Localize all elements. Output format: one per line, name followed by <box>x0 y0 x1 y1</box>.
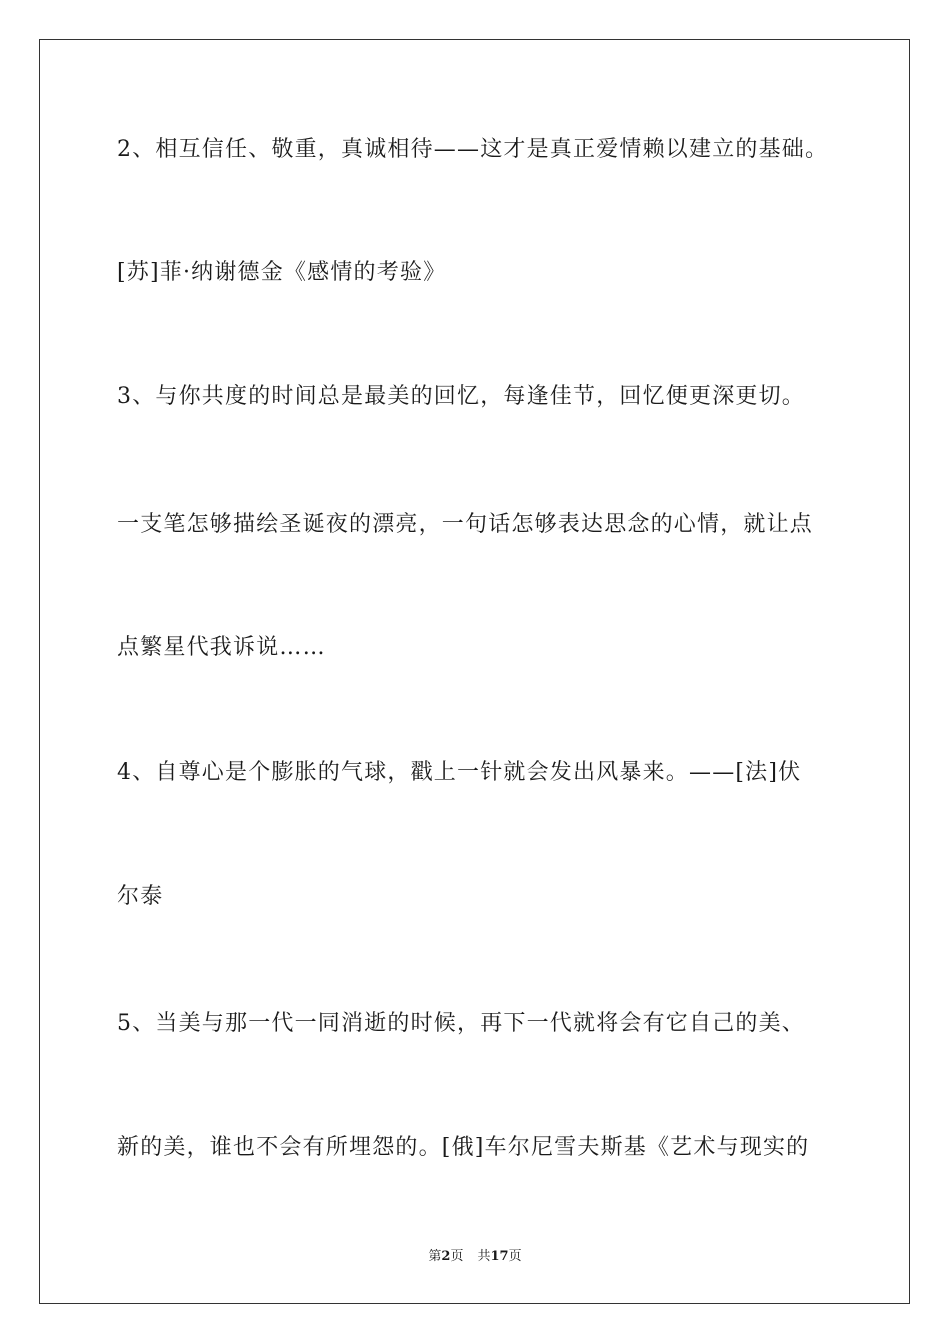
page-footer <box>0 1248 950 1266</box>
text-line-7: 尔泰 <box>117 884 164 909</box>
total-prefix: 共 <box>477 1249 491 1264</box>
text-line-1: 2、相互信任、敬重，真诚相待——这才是真正爱情赖以建立的基础。 <box>117 137 829 162</box>
page-suffix: 页 <box>450 1249 464 1264</box>
text-line-4: 一支笔怎够描绘圣诞夜的漂亮，一句话怎够表达思念的心情，就让点 <box>117 512 814 537</box>
page-border <box>39 39 910 1304</box>
text-line-2: [苏]菲·纳谢德金《感情的考验》 <box>117 260 447 285</box>
text-line-6: 4、自尊心是个膨胀的气球，戳上一针就会发出风暴来。——[法]伏 <box>117 760 802 785</box>
page-number: 2 <box>441 1249 451 1264</box>
text-line-5: 点繁星代我诉说…… <box>117 635 326 660</box>
text-line-9: 新的美，谁也不会有所埋怨的。[俄]车尔尼雪夫斯基《艺术与现实的 <box>117 1135 810 1160</box>
text-line-8: 5、当美与那一代一同消逝的时候，再下一代就将会有它自己的美、 <box>117 1011 805 1036</box>
total-pages: 17 <box>490 1249 509 1264</box>
page-prefix: 第 <box>428 1249 442 1264</box>
text-line-3: 3、与你共度的时间总是最美的回忆，每逢佳节，回忆便更深更切。 <box>117 384 805 409</box>
total-suffix: 页 <box>508 1249 522 1264</box>
